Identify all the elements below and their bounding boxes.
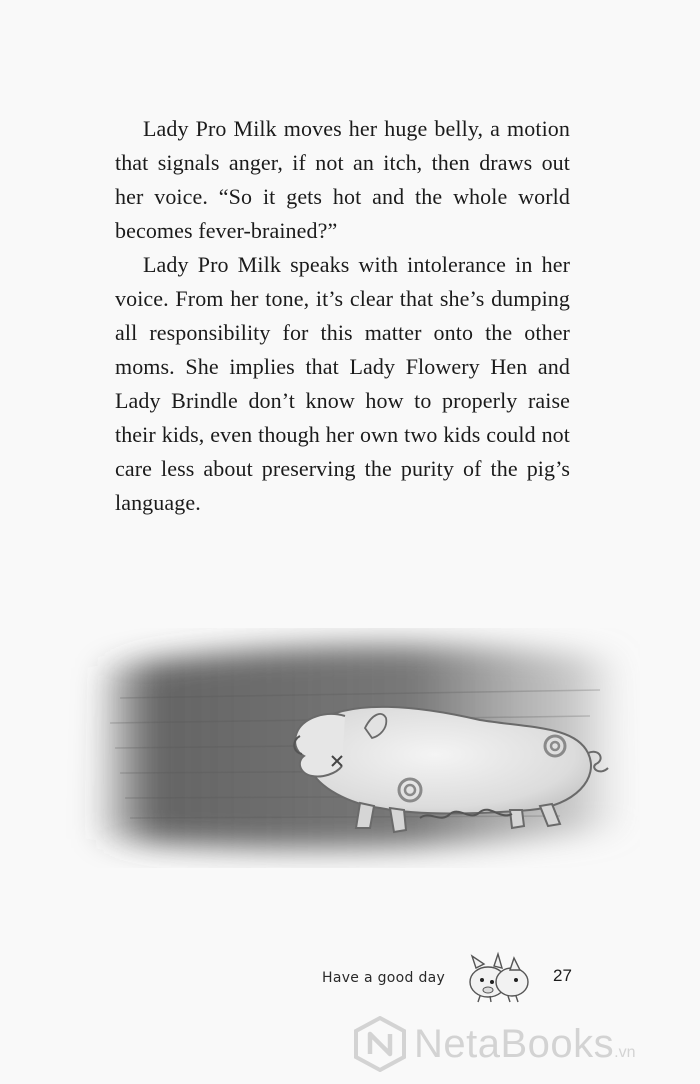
watermark-suffix: .vn <box>614 1044 636 1061</box>
page-number: 27 <box>553 966 572 985</box>
body-text <box>115 112 570 520</box>
netabooks-logo-icon <box>352 1016 408 1072</box>
running-title: Have a good day <box>322 970 446 986</box>
watermark <box>352 1012 692 1076</box>
watermark-brand: NetaBooks <box>414 1022 615 1066</box>
paragraph-1: Lady Pro Milk moves her huge belly, a motion that signals anger, if not an itch, then draws out her voice. “So it gets hot and the whole world becomes fever-brained?” <box>115 116 570 243</box>
footer-pigs-icon <box>458 948 536 1004</box>
paragraph-2: Lady Pro Milk speaks with intolerance in her voice. From her tone, it’s clear that she’s dumping all responsibility for this matter onto the other moms. She implies that Lady Flowery Hen and Lady Brindle don’t know how to properly raise their kids, even though her own two kids could not care less about preserving the purity of the pig’s language. <box>115 252 570 515</box>
pig-illustration <box>60 628 640 868</box>
